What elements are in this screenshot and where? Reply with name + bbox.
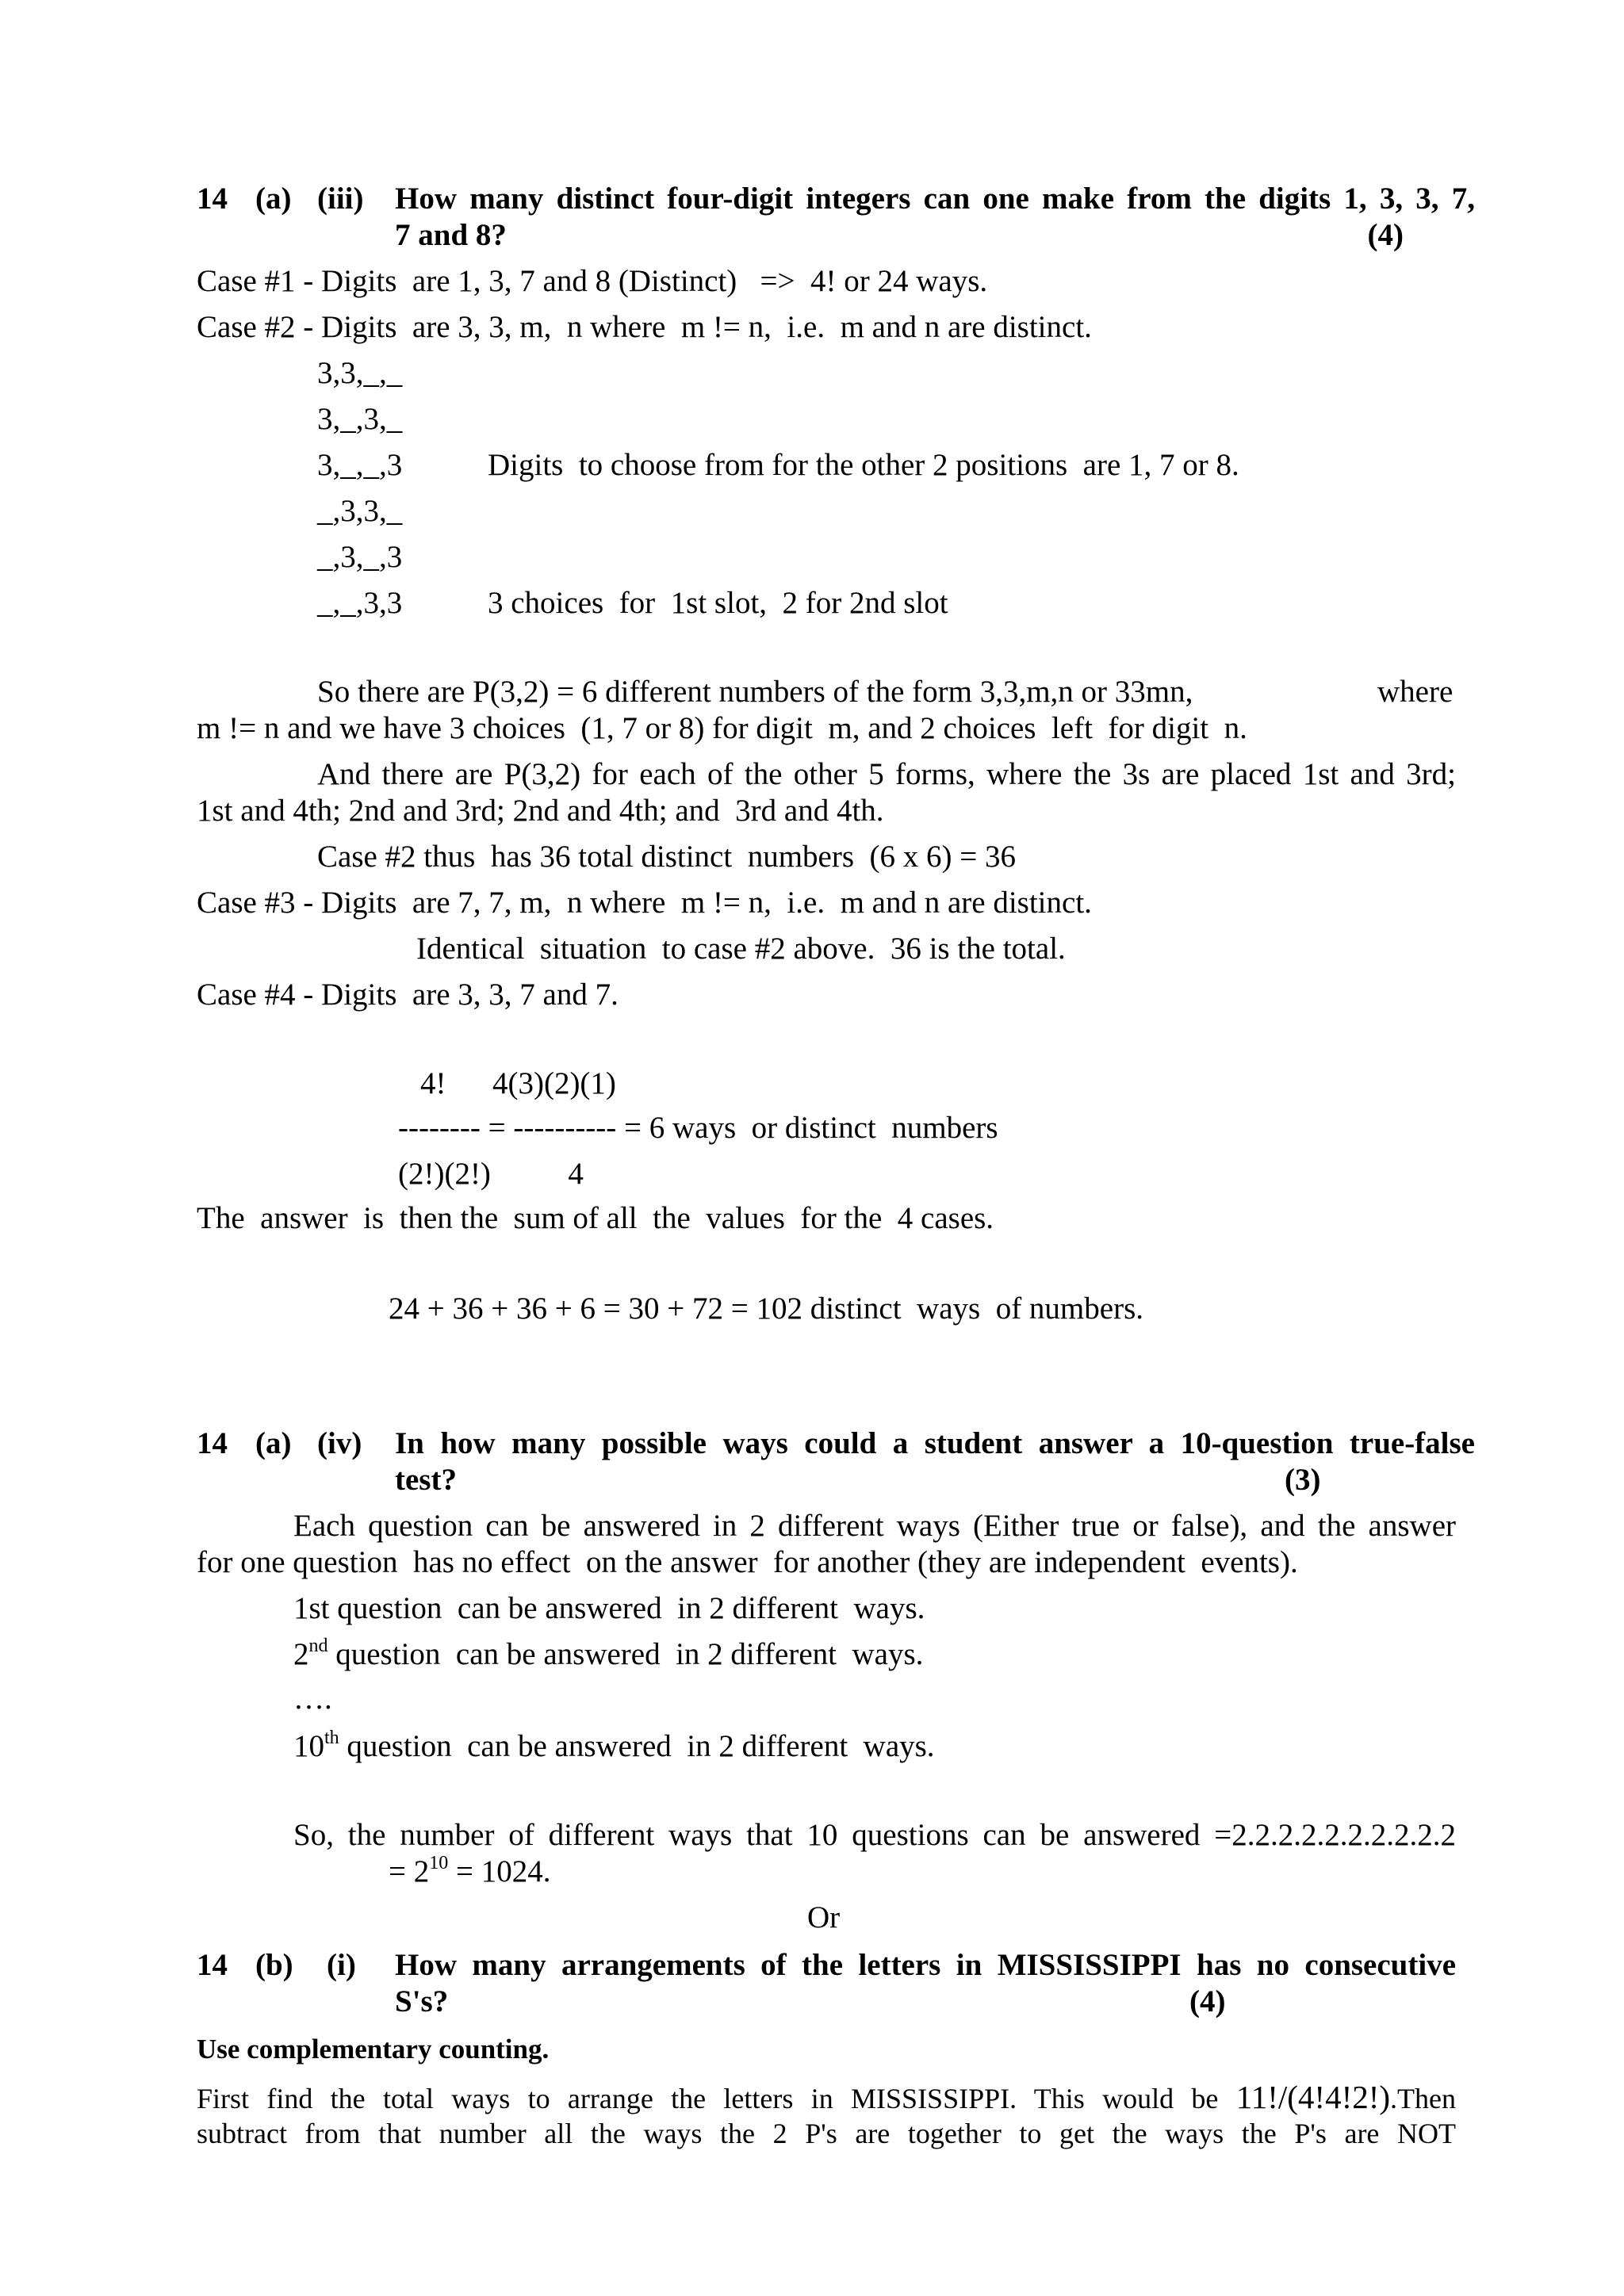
question-part: (b) [255, 1948, 293, 1982]
choices-note: 3 choices for 1st slot, 2 for 2nd slot [488, 586, 948, 620]
so-where: where [1377, 675, 1454, 709]
so-line: So there are P(3,2) = 6 different numbers of the form 3,3,m,n or 33mn, [317, 675, 1193, 709]
question-part: (a) [255, 1426, 292, 1460]
question-marks: (4) [1189, 1984, 1226, 2019]
explanation-line: Each question can be answered in 2 different ways (Either true or false), and the answer [293, 1509, 1456, 1543]
result-line: So, the number of different ways that 10 questions can be answered =2.2.2.2.2.2.2.2.2.2 [293, 1818, 1456, 1852]
question-part: (a) [255, 182, 292, 216]
forms-line: 1st and 4th; 2nd and 3rd; 2nd and 4th; and 3rd and 4th. [197, 794, 884, 828]
question-subpart: (iii) [317, 182, 364, 216]
ordinal-suffix: th [324, 1728, 339, 1748]
ellipsis: …. [293, 1682, 332, 1716]
result-exponent: 10 [429, 1853, 449, 1873]
question-heading [395, 181, 1475, 254]
position-form: 3,_,_,3 [317, 448, 403, 482]
forms-line: And there are P(3,2) for each of the other 5 forms, where the 3s are placed 1st and 3rd; [317, 757, 1456, 791]
case-1-line: Case #1 - Digits are 1, 3, 7 and 8 (Distinct) => 4! or 24 ways. [197, 264, 988, 298]
question-count-text: question can be answered in 2 different ways. [339, 1729, 935, 1763]
question-number: 14 [197, 182, 228, 216]
position-form: 3,_,3,_ [317, 402, 403, 436]
method-text: First find the total ways to arrange the letters in MISSISSIPPI. This would be [197, 2083, 1236, 2114]
question-line: test? [395, 1463, 457, 1497]
question-count-line [293, 1636, 923, 1673]
case-2-line: Case #2 - Digits are 3, 3, m, n where m != n, i.e. m and n are distinct. [197, 310, 1092, 344]
case-3-note: Identical situation to case #2 above. 36 is the total. [416, 932, 1066, 966]
question-line-last [395, 217, 1404, 254]
ordinal-suffix: nd [308, 1636, 328, 1656]
fraction-bar: -------- = ---------- = 6 ways or distinct numbers [398, 1111, 998, 1145]
method-line: subtract from that number all the ways the 2 P's are together to get the ways the P's are NOT [197, 2118, 1456, 2149]
case-2-total: Case #2 thus has 36 total distinct numbers (6 x 6) = 36 [317, 840, 1016, 874]
result-line [389, 1854, 551, 1890]
question-count-line [293, 1728, 935, 1765]
position-form: _,3,3,_ [317, 494, 403, 528]
question-line: S's? [395, 1984, 449, 2019]
ordinal-number: 2 [293, 1637, 309, 1671]
digits-note: Digits to choose from for the other 2 positions are 1, 7 or 8. [488, 448, 1239, 482]
result-prefix: = 2 [389, 1854, 430, 1888]
question-count-text: question can be answered in 2 different ways. [327, 1637, 924, 1671]
question-marks: (3) [1285, 1463, 1321, 1497]
answer-sum: 24 + 36 + 36 + 6 = 30 + 72 = 102 distinct ways of numbers. [389, 1292, 1143, 1326]
question-subpart: (i) [327, 1948, 356, 1982]
method-text: .Then [1390, 2083, 1456, 2114]
position-form: _,3,_,3 [317, 540, 403, 574]
case-4-line: Case #4 - Digits are 3, 3, 7 and 7. [197, 978, 619, 1012]
fraction-denominator: (2!)(2!) 4 [398, 1157, 584, 1191]
question-number: 14 [197, 1948, 228, 1982]
question-count-line: 1st question can be answered in 2 different ways. [293, 1591, 925, 1625]
position-form: 3,3,_,_ [317, 356, 403, 390]
question-line: In how many possible ways could a student answer a 10-question true-false [395, 1426, 1475, 1460]
question-subpart: (iv) [317, 1426, 362, 1460]
method-heading: Use complementary counting. [197, 2034, 550, 2064]
or-separator: Or [807, 1900, 841, 1934]
ordinal-number: 10 [293, 1729, 324, 1763]
question-marks: (4) [1367, 218, 1404, 252]
fraction-numerator: 4! 4(3)(2)(1) [420, 1066, 616, 1100]
question-line: How many distinct four-digit integers can one make from the digits 1, 3, 3, 7, [395, 182, 1475, 216]
explanation-line: for one question has no effect on the answer for another (they are independent events). [197, 1545, 1298, 1579]
formula-text: 11!/(4!4!2!) [1235, 2079, 1391, 2115]
result-value: = 1024. [448, 1854, 551, 1888]
answer-intro: The answer is then the sum of all the values for the 4 cases. [197, 1201, 994, 1235]
so-line: m != n and we have 3 choices (1, 7 or 8) for digit m, and 2 choices left for digit n. [197, 711, 1247, 745]
question-line: 7 and 8? [395, 218, 507, 252]
case-3-line: Case #3 - Digits are 7, 7, m, n where m != n, i.e. m and n are distinct. [197, 886, 1092, 920]
method-line [197, 2079, 1456, 2117]
question-number: 14 [197, 1426, 228, 1460]
question-line: How many arrangements of the letters in MISSISSIPPI has no consecutive [395, 1948, 1456, 1982]
position-form: _,_,3,3 [317, 586, 403, 620]
